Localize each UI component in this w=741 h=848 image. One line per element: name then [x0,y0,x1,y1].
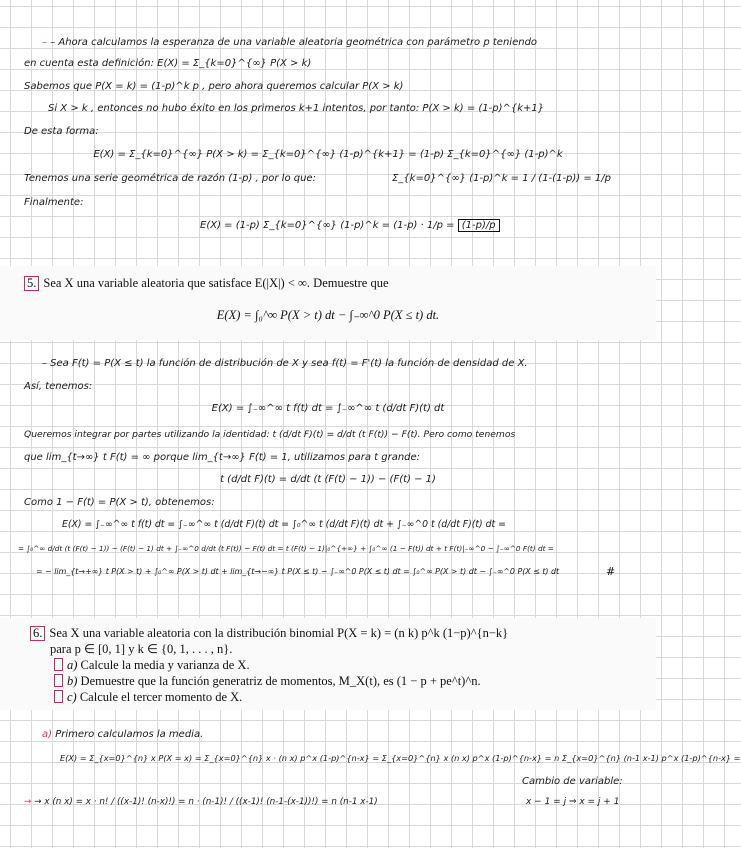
sol5-eq-1: E(X) = ∫₋∞^∞ t f(t) dt = ∫₋∞^∞ t (d/dt F)(t) dt [211,403,445,414]
sol5-eq-2: t (d/dt F)(t) = d/dt (t (F(t) − 1)) − (F(t) − 1) [220,474,436,485]
geom-line-1: – – Ahora calculamos la esperanza de una variable aleatoria geométrica con parámetro p teniendo [42,37,538,48]
sol6-eq-1: E(X) = Σ_{x=0}^{n} x P(X = x) = Σ_{x=0}^{n} x · (n x) p^x (1-p)^{n-x} = Σ_{x=0}^{n} x (n x) p^x (1-p)^{n-x} = n Σ_{x=0}^{n} (n-1 x-1) p^x (1-p)^{n-x} = [60,753,741,763]
sol5-eq-4: = ∫₀^∞ d/dt (t (F(t) − 1)) − (F(t) − 1) dt + ∫₋∞^0 d/dt (t F(t)) − F(t) dt = t (F(t) − 1)|₀^{+∞} + ∫₀^∞ (1 − F(t)) dt + t F(t)|₋∞^0 − ∫₋∞^0 F(t) dt = [18,544,554,553]
sol5-eq-5: = − lim_{t→+∞} t P(X > t) + ∫₀^∞ P(X > t) dt + lim_{t→−∞} t P(X ≤ t) − ∫₋∞^0 P(X ≤ t) dt = ∫₀^∞ P(X > t) dt − ∫₋∞^0 P(X ≤ t) dt [36,567,560,576]
sol5-line-1: – Sea F(t) = P(X ≤ t) la función de distribución de X y sea f(t) = F'(t) la función de densidad de X. [42,358,528,369]
part-marker [54,690,63,703]
problem-number: 6. [30,626,45,641]
sol5-line-5: Como 1 − F(t) = P(X > t), obtenemos: [24,497,215,508]
geom-line-6: Tenemos una serie geométrica de razón (1-p) , por lo que: [24,173,316,184]
problem-6-part-b: b) Demuestre que la función generatriz de momentos, M_X(t), es (1 − p + pe^t)^n. [54,674,481,689]
sol6-eq-2: → → x (n x) = x · n! / ((x-1)! (n-x)!) = n · (n-1)! / ((x-1)! (n-1-(x-1))!) = n (n-1 x-1) [24,797,378,807]
part-marker [54,674,63,687]
problem-number: 5. [24,276,39,291]
end-of-proof-mark: # [606,565,616,578]
geom-line-5: De esta forma: [24,126,99,137]
sol5-line-2: Así, tenemos: [24,381,93,392]
sol6-note-eq: x − 1 = j ⇒ x = j + 1 [526,797,620,807]
problem-6-part-c: c) Calcule el tercer momento de X. [54,690,242,705]
problem-5-statement: 5. Sea X una variable aleatoria que satisface E(|X|) < ∞. Demuestre que [24,276,389,291]
problem-6-statement: 6. Sea X una variable aleatoria con la distribución binomial P(X = k) = (n k) p^k (1−p)^{n−k} [30,626,508,641]
geom-line-2: en cuenta esta definición: E(X) = Σ_{k=0}^{∞} P(X > k) [24,58,312,69]
sol5-line-4: que lim_{t→∞} t F(t) = ∞ porque lim_{t→∞} F(t) = 1, utilizamos para t grande: [24,452,421,463]
geom-eq-1: E(X) = Σ_{k=0}^{∞} P(X > k) = Σ_{k=0}^{∞} (1-p)^{k+1} = (1-p) Σ_{k=0}^{∞} (1-p)^k [93,149,563,160]
geom-line-7: Finalmente: [24,197,84,208]
sol5-eq-3: E(X) = ∫₋∞^∞ t f(t) dt = ∫₋∞^∞ t (d/dt F)(t) dt = ∫₀^∞ t (d/dt F)(t) dt + ∫₋∞^0 t (d/dt F)(t) dt = [62,519,506,530]
sol6-line-1: a) Primero calculamos la media. [42,729,204,740]
problem-6-statement-2: para p ∈ [0, 1] y k ∈ {0, 1, . . . , n}. [50,642,233,656]
geom-eq-2: Σ_{k=0}^{∞} (1-p)^k = 1 / (1-(1-p)) = 1/p [392,173,612,184]
problem-6-part-a: a) Calcule la media y varianza de X. [54,658,250,673]
sol6-note-label: Cambio de variable: [522,776,623,787]
part-marker [54,658,63,671]
sol5-line-3: Queremos integrar por partes utilizando la identidad: t (d/dt F)(t) = d/dt (t F(t)) − F(t). Pero como tenemos [24,429,516,440]
geom-line-3: Sabemos que P(X = k) = (1-p)^k p , pero ahora queremos calcular P(X > k) [24,81,404,92]
geom-line-4: Si X > k , entonces no hubo éxito en los primeros k+1 intentos, por tanto: P(X > k) = (1-p)^{k+1} [48,103,545,114]
geom-eq-3: E(X) = (1-p) Σ_{k=0}^{∞} (1-p)^k = (1-p) · 1/p = (1-p)/p [200,219,500,232]
geom-result-box: (1-p)/p [458,219,500,232]
problem-5-formula: E(X) = ∫₀^∞ P(X > t) dt − ∫₋∞^0 P(X ≤ t) dt. [216,308,440,322]
